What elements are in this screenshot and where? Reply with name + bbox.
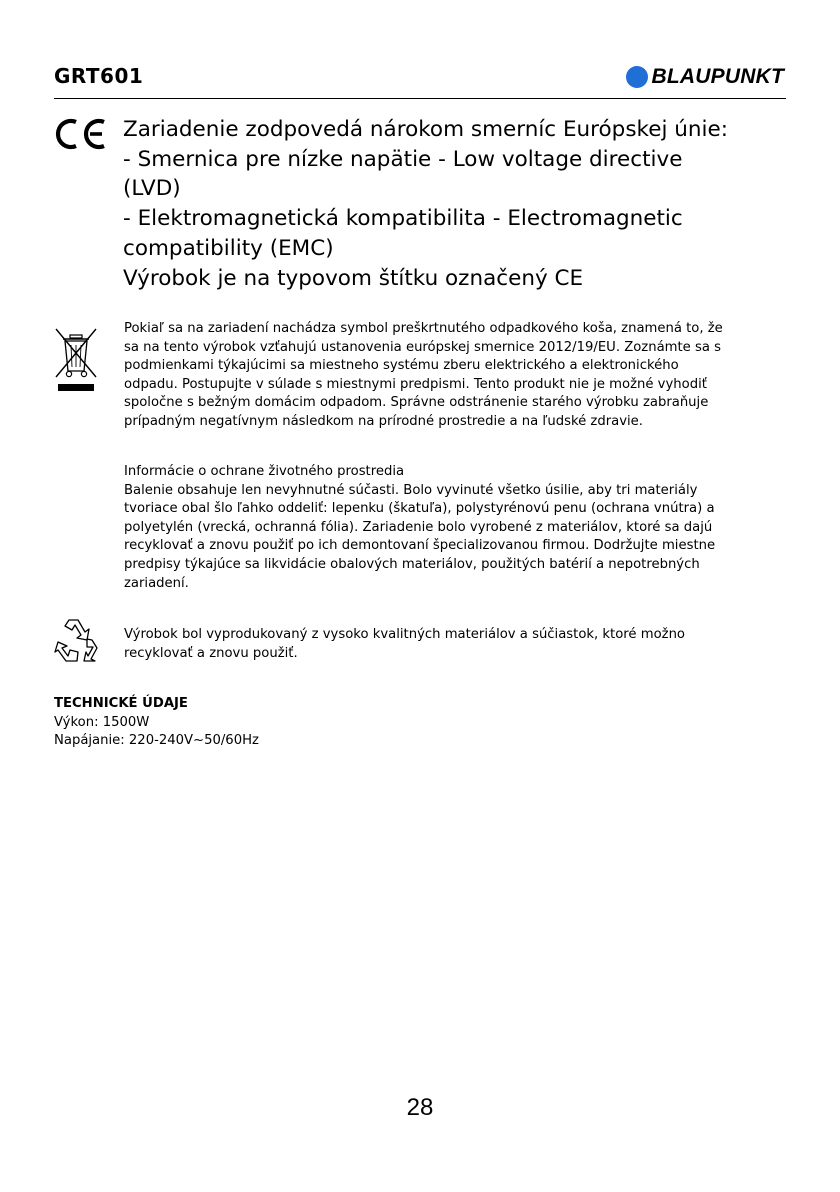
env-line: Informácie o ochrane životného prostredia [124,464,405,479]
env-line: recyklovať a znovu použiť po ich demontovaní špecializovanou firmou. Dodržujte miestne [124,538,716,554]
weee-line: prípadným negatívnym následkom na prírodné prostredie a na ľudské zdravie. [124,413,643,429]
recycle-line: Výrobok bol vyprodukovaný z vysoko kvalitných materiálov a súčiastok, ktoré možno [124,627,686,642]
ce-declaration [123,115,803,293]
weee-line: spoločne s bežným domácim odpadom. Správne odstránenie starého výrobku zabraňuje [124,395,709,411]
page-number: 28 [406,1094,434,1121]
brand-logo [626,64,784,90]
weee-line: podmienkami týkajúcimi sa miestneho systému zberu elektrického a elektronického [124,358,679,374]
weee-line: sa na tento výrobok vzťahujú ustanovenia európskej smernice 2012/19/EU. Zoznámte sa s [124,339,721,355]
weee-line: Pokiaľ sa na zariadení nachádza symbol preškrtnutého odpadkového koša, znamená to, že [124,321,723,336]
ce-line: compatibility (EMC) [123,235,334,261]
ce-mark-icon [52,118,108,150]
env-line: zariadení. [124,575,189,591]
env-line: predpisy týkajúce sa likvidácie obalových materiálov, použitých batérií a nepotrebných [124,556,700,572]
weee-line: odpadu. Postupujte v súlade s miestnymi predpismi. Tento produkt nie je možné vyhodiť [124,376,707,392]
model-name: GRT601 [54,64,144,88]
page-header [54,62,786,99]
brand-dot-icon [626,66,648,88]
recycle-icon [52,616,102,664]
recycle-paragraph [124,626,784,663]
technical-data [54,695,454,751]
brand-name: BLAUPUNKT [651,65,784,88]
ce-line: - Smernica pre nízke napätie - Low voltage directive [123,146,683,172]
tech-power: Výkon: 1500W [54,714,150,730]
ce-line: Výrobok je na typovom štítku označený CE [123,265,584,291]
tech-supply: Napájanie: 220-240V~50/60Hz [54,733,259,749]
ce-line: Zariadenie zodpovedá nárokom smerníc Európskej únie: [123,117,728,142]
weee-paragraph [124,320,784,432]
crossed-bin-icon [54,327,98,393]
recycle-line: recyklovať a znovu použiť. [124,645,298,661]
ce-line: (LVD) [123,176,181,202]
env-line: Balenie obsahuje len nevyhnutné súčasti. Bolo vyvinuté všetko úsilie, aby tri materiály [124,482,698,498]
tech-title: TECHNICKÉ ÚDAJE [54,696,188,711]
env-line: polyetylén (vrecká, ochranná fólia). Zariadenie bolo vyrobené z materiálov, ktoré sa dajú [124,519,713,535]
environment-paragraph [124,463,784,593]
ce-line: - Elektromagnetická kompatibilita - Electromagnetic [123,206,683,232]
env-line: tvoriace obal šlo ľahko oddeliť: lepenku (škatuľa), polystyrénovú penu (ochrana vnútra) a [124,501,715,517]
